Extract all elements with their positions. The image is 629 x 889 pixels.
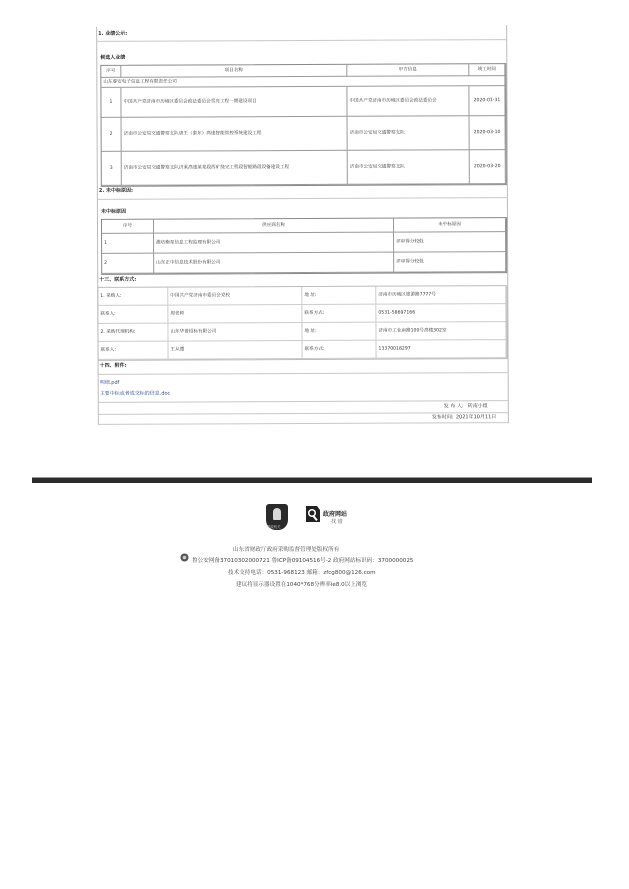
attachment-title: 十四、附件: <box>99 362 127 369</box>
publisher-label: 发 布 人: <box>443 403 464 410</box>
announce-title: 1. 业绩公示: <box>98 30 128 37</box>
attachment-link-doc[interactable]: 主要中标或者成交标的信息.doc <box>99 390 171 397</box>
perf-row-client: 中国共产党济南市历城区委员会政法委员会 <box>347 86 469 117</box>
party-gov-badge-icon[interactable] <box>266 504 288 530</box>
footer-support: 技术支持电话：0531-968123 邮箱：zfcg800@126.com <box>228 570 376 576</box>
agency-phone: 13370018297 <box>377 340 507 359</box>
reason-table <box>101 217 507 275</box>
badge-caption: 党政机关 <box>267 525 281 529</box>
footer-sponsor: 山东省财政厅政府采购监督管理处版权所有 <box>233 547 340 553</box>
perf-header-date: 竣工时间 <box>469 64 505 76</box>
perf-row-no: 1 <box>101 88 121 118</box>
footer-display-tip: 建议将显示器设置在1040*768分辨率ie8.0以上浏览 <box>236 582 368 588</box>
reason-row-supplier: 山东正中信息技术股份有限公司 <box>154 253 394 274</box>
gov-logo-sub: 找 错 <box>331 519 343 525</box>
publish-time-value: 2021年10月11日 <box>455 414 497 421</box>
purchaser-value: 中国共产党济南市委员会党校 <box>168 287 302 306</box>
footer-icp: 鲁公安网备37010302000721 鲁ICP备09104516号-2 政府网站标识码：3700000025 <box>192 558 414 564</box>
perf-row-client: 济南市公安局交通警察支队 <box>348 116 470 151</box>
agency-addr: 济南市工业南路100号高楼302室 <box>376 322 506 341</box>
reason-header-no: 序号 <box>102 220 154 234</box>
publish-time-label: 发布时间: <box>431 414 454 421</box>
contacts-table <box>97 285 507 361</box>
purchaser-label: 1. 采购人: <box>98 288 168 306</box>
not-selected-header: 未中标原因 <box>100 208 126 215</box>
agency-label: 2. 采购代理机构: <box>98 324 168 342</box>
perf-row-project: 济南市公安局交通警察支队唐王（泰东）高速智能管控系统建设工程 <box>122 117 348 152</box>
agency-phone-label: 联系方式: <box>303 341 377 359</box>
candidate-company: 山东睿安电子信息工程有限责任公司 <box>101 76 505 88</box>
reason-row-reason: 评审得分较低 <box>394 232 506 252</box>
doc-left-border <box>96 27 99 425</box>
performance-table <box>100 63 507 187</box>
perf-row-date: 2020-01-31 <box>469 86 505 116</box>
perf-row-no: 2 <box>102 118 122 152</box>
agency-person: 王从缨 <box>169 341 303 360</box>
perf-row-date: 2020-03-20 <box>470 150 506 184</box>
reason-header-supplier: 供应商名称 <box>154 219 394 234</box>
magnifier-icon <box>305 505 321 523</box>
police-badge-icon <box>180 553 189 562</box>
purchaser-addr: 济南市历城区旅游路7777号 <box>376 286 506 305</box>
reason-row-supplier: 潍坊衡星信息工程监理有限公司 <box>154 233 394 254</box>
agency-person-label: 联系人: <box>99 342 169 360</box>
purchaser-person: 周老师 <box>168 305 302 324</box>
perf-row-date: 2020-03-10 <box>470 116 506 150</box>
attachment-link-pdf[interactable]: 明细.pdf <box>99 379 120 386</box>
not-selected-title: 2. 未中标原因: <box>98 187 133 194</box>
perf-header-no: 序号 <box>101 66 121 78</box>
agency-value: 山东华普招标有限公司 <box>168 323 302 342</box>
reason-row-no: 1 <box>102 234 154 254</box>
agency-addr-label: 地 址: <box>302 323 376 341</box>
candidate-header: 候选人业绩 <box>100 54 126 61</box>
purchaser-person-label: 联系人: <box>98 306 168 324</box>
reason-row-no: 2 <box>102 254 154 274</box>
perf-header-client: 甲方信息 <box>347 64 469 77</box>
purchaser-phone: 0531-58697166 <box>376 304 506 323</box>
perf-row-client: 济南市公安局交通警察支队 <box>348 150 470 185</box>
publisher-value: 砖南小组 <box>467 403 488 410</box>
perf-row-project: 中国共产党济南市历城区委员会政法委员会雪亮工程一期建设项目 <box>121 87 347 118</box>
purchaser-addr-label: 地 址: <box>302 287 376 305</box>
perf-row-project: 济南市公安局交通警察支队济莱高速莱芜段西矿绕完工程段智能路段设备建设工程 <box>122 151 348 186</box>
purchaser-phone-label: 联系方式: <box>302 305 376 323</box>
reason-row-reason: 评审得分较低 <box>394 252 506 272</box>
perf-header-project: 项目名称 <box>121 65 347 78</box>
announcement-document <box>96 25 509 425</box>
footer-divider-bar <box>32 478 592 483</box>
perf-row-no: 3 <box>102 152 122 186</box>
gov-logo-title: 政府网站 <box>323 511 348 518</box>
contact-title: 十三、联系方式: <box>99 276 137 283</box>
reason-header-reason: 未中标原因 <box>394 218 506 232</box>
